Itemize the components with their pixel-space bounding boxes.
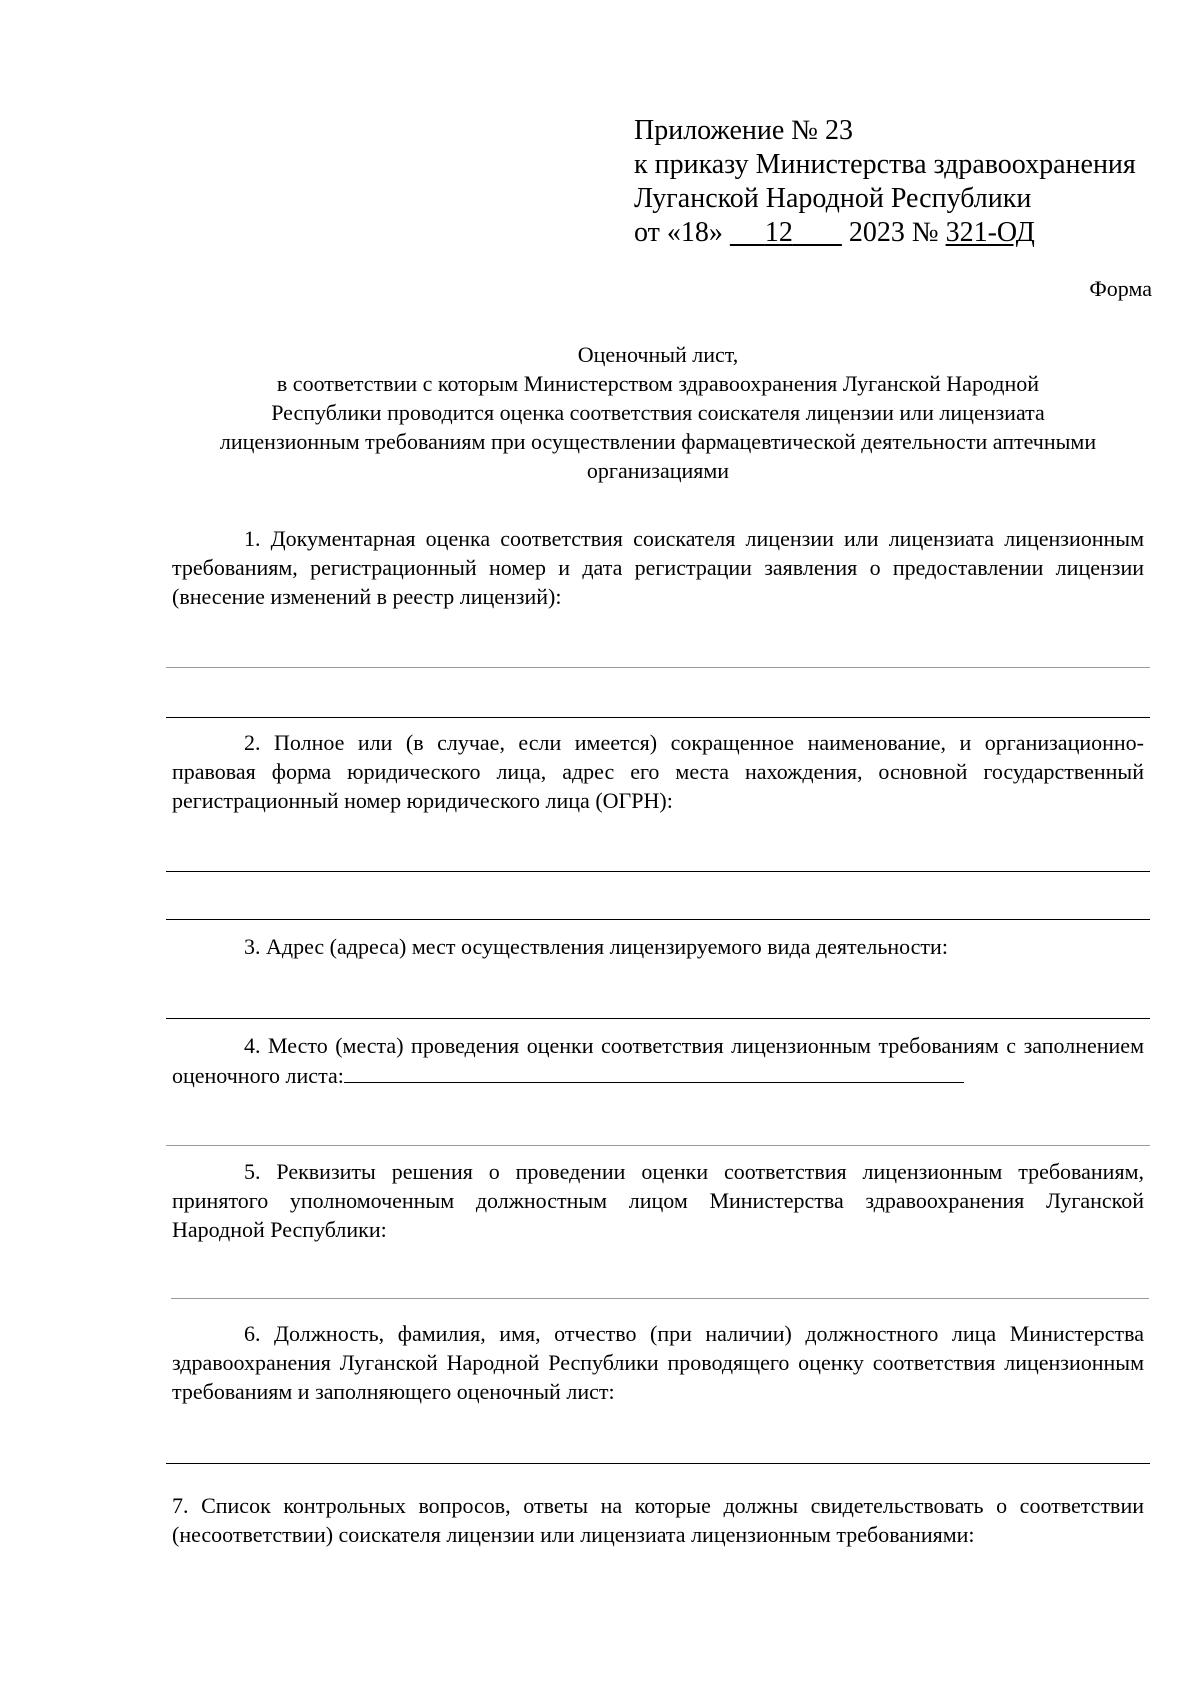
appendix-number: Приложение № 23 <box>634 115 853 146</box>
fill-line[interactable] <box>166 1463 1150 1464</box>
fill-line[interactable] <box>166 919 1150 920</box>
appendix-header <box>634 114 1136 250</box>
fill-line[interactable] <box>166 871 1150 872</box>
date-month: 12 <box>764 217 793 248</box>
date-year: 2023 № <box>848 217 939 248</box>
section-1-text: 1. Документарная оценка соответствия соискателя лицензии или лицензиата лицензионным требованиям, регистрационный номер и дата регистрации заявления о предоставлении лицензии (внесение изменений в реестр лицензий): <box>172 526 1144 609</box>
section-2-text: 2. Полное или (в случае, если имеется) сокращенное наименование, и организационно-правовая форма юридического лица, адрес его места нахождения, основной государственный регистрационный номер юридического лица (ОГРН): <box>172 730 1144 813</box>
title-line: организациями <box>586 458 730 483</box>
fill-line[interactable] <box>166 717 1150 718</box>
appendix-order-ref: к приказу Министерства здравоохранения <box>634 149 1136 180</box>
fill-line[interactable] <box>166 1018 1150 1019</box>
section-5-text: 5. Реквизиты решения о проведении оценки соответствия лицензионным требованиям, принятого уполномоченным должностным лицом Министерства здравоохранения Луганской Народной Республики: <box>172 1159 1144 1242</box>
title-line: в соответствии с которым Министерством здравоохранения Луганской Народной <box>276 371 1040 396</box>
section-4-text: 4. Место (места) проведения оценки соответствия лицензионным требованиям с заполнением оценочного листа: <box>172 1033 1144 1088</box>
title-line: лицензионным требованиям при осуществлении фармацевтической деятельности аптечными <box>219 429 1097 454</box>
section-3-text: 3. Адрес (адреса) мест осуществления лицензируемого вида деятельности: <box>244 934 948 959</box>
order-number: 321-ОД <box>945 217 1035 248</box>
fill-line[interactable] <box>166 667 1150 668</box>
appendix-republic: Луганской Народной Республики <box>634 183 1032 214</box>
fill-line[interactable] <box>171 1298 1149 1299</box>
title-line: Республики проводится оценка соответствия соискателя лицензии или лицензиата <box>271 400 1045 425</box>
section-7-text: 7. Список контрольных вопросов, ответы на которые должны свидетельствовать о соответствии (несоответствии) соискателя лицензии или лицензиата лицензионным требованиями: <box>172 1493 1144 1547</box>
inline-fill-line[interactable] <box>344 1060 964 1083</box>
fill-line[interactable] <box>166 1145 1150 1146</box>
date-prefix: от «18» <box>634 217 723 248</box>
title-line: Оценочный лист, <box>577 342 739 367</box>
form-label: Форма <box>1089 276 1152 301</box>
document-title <box>168 340 1148 485</box>
appendix-date-line <box>634 216 1136 250</box>
section-6-text: 6. Должность, фамилия, имя, отчество (при наличии) должностного лица Министерства здравоохранения Луганской Народной Республики проводящего оценку соответствия лицензионным требованиям и заполняющего оценочный лист: <box>172 1321 1144 1404</box>
